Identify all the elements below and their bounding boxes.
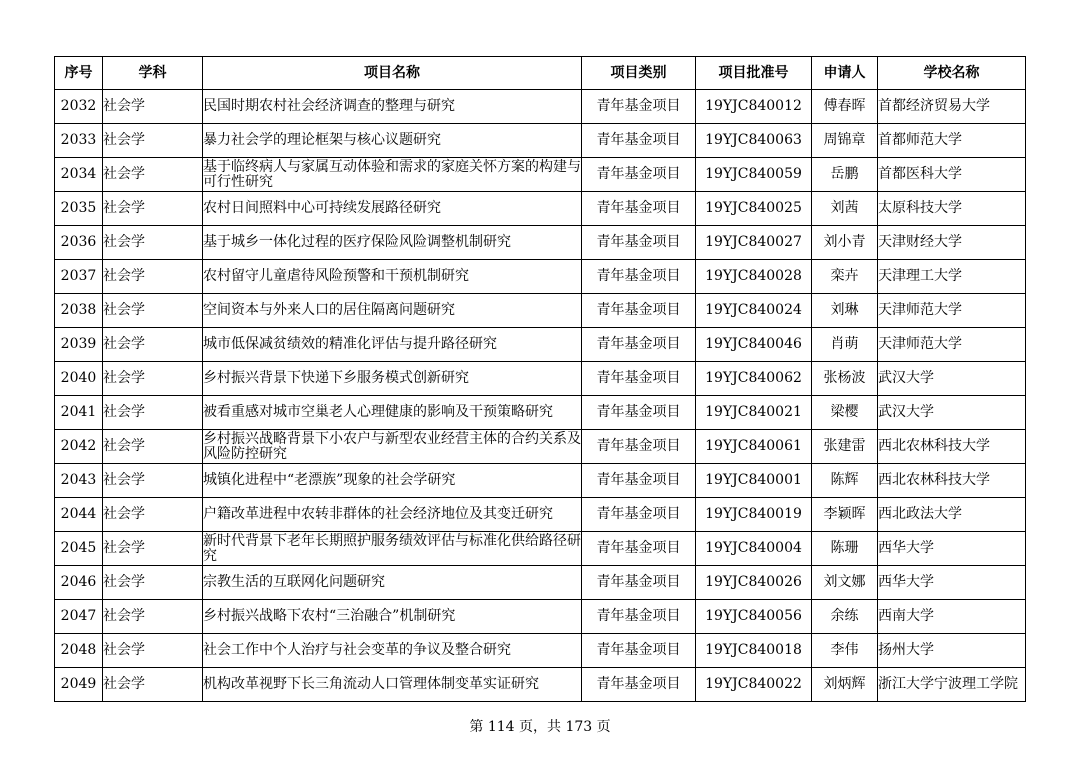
row-approval-code: 19YJC840021 bbox=[696, 396, 812, 430]
row-project-name: 暴力社会学的理论框架与核心议题研究 bbox=[203, 124, 582, 158]
row-project-type: 青年基金项目 bbox=[582, 294, 696, 328]
table-header-row bbox=[55, 57, 1026, 90]
row-school: 太原科技大学 bbox=[878, 192, 1026, 226]
row-school: 西华大学 bbox=[878, 566, 1026, 600]
header-subject: 学科 bbox=[103, 57, 203, 90]
project-table bbox=[54, 56, 1026, 702]
row-subject: 社会学 bbox=[103, 464, 203, 498]
row-number: 2040 bbox=[55, 362, 103, 396]
row-project-type: 青年基金项目 bbox=[582, 124, 696, 158]
row-approval-code: 19YJC840004 bbox=[696, 532, 812, 566]
row-applicant: 刘炳辉 bbox=[812, 668, 878, 702]
row-approval-code: 19YJC840046 bbox=[696, 328, 812, 362]
row-number: 2048 bbox=[55, 634, 103, 668]
row-school: 西南大学 bbox=[878, 600, 1026, 634]
row-project-type: 青年基金项目 bbox=[582, 566, 696, 600]
row-approval-code: 19YJC840022 bbox=[696, 668, 812, 702]
row-project-name: 基于临终病人与家属互动体验和需求的家庭关怀方案的构建与可行性研究 bbox=[203, 158, 581, 190]
row-project-name: 户籍改革进程中农转非群体的社会经济地位及其变迁研究 bbox=[203, 498, 582, 532]
row-subject: 社会学 bbox=[103, 566, 203, 600]
row-applicant: 岳鹏 bbox=[812, 158, 878, 192]
row-project-name: 机构改革视野下长三角流动人口管理体制变革实证研究 bbox=[203, 668, 582, 702]
row-project-type: 青年基金项目 bbox=[582, 498, 696, 532]
row-project-type: 青年基金项目 bbox=[582, 158, 696, 192]
row-subject: 社会学 bbox=[103, 90, 203, 124]
header-project-type: 项目类别 bbox=[582, 57, 696, 90]
row-approval-code: 19YJC840024 bbox=[696, 294, 812, 328]
row-project-name: 宗教生活的互联网化问题研究 bbox=[203, 566, 582, 600]
row-subject: 社会学 bbox=[103, 600, 203, 634]
row-approval-code: 19YJC840018 bbox=[696, 634, 812, 668]
row-project-name: 空间资本与外来人口的居住隔离问题研究 bbox=[203, 294, 582, 328]
row-applicant: 周锦章 bbox=[812, 124, 878, 158]
row-number: 2049 bbox=[55, 668, 103, 702]
table-row bbox=[55, 328, 1026, 362]
row-number: 2036 bbox=[55, 226, 103, 260]
row-approval-code: 19YJC840056 bbox=[696, 600, 812, 634]
row-project-name: 基于城乡一体化过程的医疗保险风险调整机制研究 bbox=[203, 226, 582, 260]
header-school: 学校名称 bbox=[878, 57, 1026, 90]
row-subject: 社会学 bbox=[103, 226, 203, 260]
row-applicant: 傅春晖 bbox=[812, 90, 878, 124]
row-approval-code: 19YJC840063 bbox=[696, 124, 812, 158]
row-approval-code: 19YJC840001 bbox=[696, 464, 812, 498]
row-applicant: 刘文娜 bbox=[812, 566, 878, 600]
row-number: 2043 bbox=[55, 464, 103, 498]
row-applicant: 肖萌 bbox=[812, 328, 878, 362]
row-school: 首都医科大学 bbox=[878, 158, 1026, 192]
table-row bbox=[55, 532, 1026, 566]
table-row bbox=[55, 260, 1026, 294]
header-project-name: 项目名称 bbox=[203, 57, 582, 90]
row-applicant: 李伟 bbox=[812, 634, 878, 668]
header-applicant: 申请人 bbox=[812, 57, 878, 90]
table-row bbox=[55, 294, 1026, 328]
row-approval-code: 19YJC840026 bbox=[696, 566, 812, 600]
row-project-name: 城市低保减贫绩效的精准化评估与提升路径研究 bbox=[203, 328, 582, 362]
row-subject: 社会学 bbox=[103, 362, 203, 396]
row-project-type: 青年基金项目 bbox=[582, 226, 696, 260]
row-applicant: 梁樱 bbox=[812, 396, 878, 430]
row-number: 2037 bbox=[55, 260, 103, 294]
row-school: 西北农林科技大学 bbox=[878, 464, 1026, 498]
row-subject: 社会学 bbox=[103, 396, 203, 430]
row-school: 西北农林科技大学 bbox=[878, 430, 1026, 464]
row-project-type: 青年基金项目 bbox=[582, 634, 696, 668]
row-project-name: 乡村振兴战略背景下小农户与新型农业经营主体的合约关系及风险防控研究 bbox=[203, 430, 581, 462]
row-project-name: 新时代背景下老年长期照护服务绩效评估与标准化供给路径研究 bbox=[203, 532, 581, 564]
row-number: 2045 bbox=[55, 532, 103, 566]
row-applicant: 刘小青 bbox=[812, 226, 878, 260]
row-approval-code: 19YJC840027 bbox=[696, 226, 812, 260]
row-number: 2046 bbox=[55, 566, 103, 600]
row-project-name: 农村日间照料中心可持续发展路径研究 bbox=[203, 192, 582, 226]
row-number: 2039 bbox=[55, 328, 103, 362]
table-row bbox=[55, 634, 1026, 668]
row-school: 浙江大学宁波理工学院 bbox=[878, 668, 1026, 702]
row-project-type: 青年基金项目 bbox=[582, 328, 696, 362]
row-project-type: 青年基金项目 bbox=[582, 600, 696, 634]
row-school: 首都师范大学 bbox=[878, 124, 1026, 158]
row-applicant: 张杨波 bbox=[812, 362, 878, 396]
row-subject: 社会学 bbox=[103, 634, 203, 668]
row-project-type: 青年基金项目 bbox=[582, 532, 696, 566]
row-applicant: 刘琳 bbox=[812, 294, 878, 328]
row-number: 2042 bbox=[55, 430, 103, 464]
row-number: 2032 bbox=[55, 90, 103, 124]
row-school: 天津师范大学 bbox=[878, 328, 1026, 362]
row-subject: 社会学 bbox=[103, 124, 203, 158]
row-project-type: 青年基金项目 bbox=[582, 260, 696, 294]
table-row bbox=[55, 226, 1026, 260]
page-footer: 第 114 页，共 173 页 bbox=[469, 719, 611, 735]
row-project-name: 乡村振兴战略下农村“三治融合”机制研究 bbox=[203, 600, 582, 634]
row-project-name: 社会工作中个人治疗与社会变革的争议及整合研究 bbox=[203, 634, 582, 668]
table-row bbox=[55, 464, 1026, 498]
row-project-name: 民国时期农村社会经济调查的整理与研究 bbox=[203, 90, 582, 124]
table-row bbox=[55, 498, 1026, 532]
row-number: 2033 bbox=[55, 124, 103, 158]
row-school: 扬州大学 bbox=[878, 634, 1026, 668]
row-number: 2035 bbox=[55, 192, 103, 226]
row-project-type: 青年基金项目 bbox=[582, 90, 696, 124]
table-row bbox=[55, 396, 1026, 430]
row-school: 西北政法大学 bbox=[878, 498, 1026, 532]
row-applicant: 张建雷 bbox=[812, 430, 878, 464]
row-number: 2041 bbox=[55, 396, 103, 430]
row-applicant: 栾卉 bbox=[812, 260, 878, 294]
row-applicant: 陈辉 bbox=[812, 464, 878, 498]
table-row bbox=[55, 566, 1026, 600]
row-school: 武汉大学 bbox=[878, 396, 1026, 430]
row-project-name: 城镇化进程中“老漂族”现象的社会学研究 bbox=[203, 464, 582, 498]
table-row bbox=[55, 124, 1026, 158]
row-school: 天津师范大学 bbox=[878, 294, 1026, 328]
row-school: 天津理工大学 bbox=[878, 260, 1026, 294]
table-row bbox=[55, 362, 1026, 396]
table-row bbox=[55, 192, 1026, 226]
row-project-name: 被看重感对城市空巢老人心理健康的影响及干预策略研究 bbox=[203, 396, 582, 430]
row-project-type: 青年基金项目 bbox=[582, 464, 696, 498]
row-approval-code: 19YJC840059 bbox=[696, 158, 812, 192]
row-applicant: 陈珊 bbox=[812, 532, 878, 566]
row-approval-code: 19YJC840028 bbox=[696, 260, 812, 294]
row-project-name: 乡村振兴背景下快递下乡服务模式创新研究 bbox=[203, 362, 582, 396]
row-project-name: 农村留守儿童虐待风险预警和干预机制研究 bbox=[203, 260, 582, 294]
row-approval-code: 19YJC840012 bbox=[696, 90, 812, 124]
row-subject: 社会学 bbox=[103, 532, 203, 566]
row-number: 2044 bbox=[55, 498, 103, 532]
row-school: 首都经济贸易大学 bbox=[878, 90, 1026, 124]
row-subject: 社会学 bbox=[103, 158, 203, 192]
table-row bbox=[55, 158, 1026, 192]
row-subject: 社会学 bbox=[103, 430, 203, 464]
table-row bbox=[55, 668, 1026, 702]
row-project-type: 青年基金项目 bbox=[582, 668, 696, 702]
row-subject: 社会学 bbox=[103, 260, 203, 294]
table-row bbox=[55, 600, 1026, 634]
row-approval-code: 19YJC840062 bbox=[696, 362, 812, 396]
row-subject: 社会学 bbox=[103, 192, 203, 226]
row-number: 2047 bbox=[55, 600, 103, 634]
row-applicant: 余练 bbox=[812, 600, 878, 634]
row-subject: 社会学 bbox=[103, 294, 203, 328]
row-school: 天津财经大学 bbox=[878, 226, 1026, 260]
row-project-type: 青年基金项目 bbox=[582, 396, 696, 430]
table-body bbox=[55, 90, 1026, 702]
header-approval-code: 项目批准号 bbox=[696, 57, 812, 90]
row-number: 2034 bbox=[55, 158, 103, 192]
row-approval-code: 19YJC840025 bbox=[696, 192, 812, 226]
header-no: 序号 bbox=[55, 57, 103, 90]
row-approval-code: 19YJC840019 bbox=[696, 498, 812, 532]
row-school: 武汉大学 bbox=[878, 362, 1026, 396]
table-row bbox=[55, 430, 1026, 464]
row-applicant: 李颖晖 bbox=[812, 498, 878, 532]
row-subject: 社会学 bbox=[103, 668, 203, 702]
row-subject: 社会学 bbox=[103, 498, 203, 532]
row-approval-code: 19YJC840061 bbox=[696, 430, 812, 464]
row-project-type: 青年基金项目 bbox=[582, 362, 696, 396]
row-school: 西华大学 bbox=[878, 532, 1026, 566]
row-subject: 社会学 bbox=[103, 328, 203, 362]
table-row bbox=[55, 90, 1026, 124]
row-number: 2038 bbox=[55, 294, 103, 328]
row-project-type: 青年基金项目 bbox=[582, 430, 696, 464]
row-applicant: 刘茜 bbox=[812, 192, 878, 226]
row-project-type: 青年基金项目 bbox=[582, 192, 696, 226]
